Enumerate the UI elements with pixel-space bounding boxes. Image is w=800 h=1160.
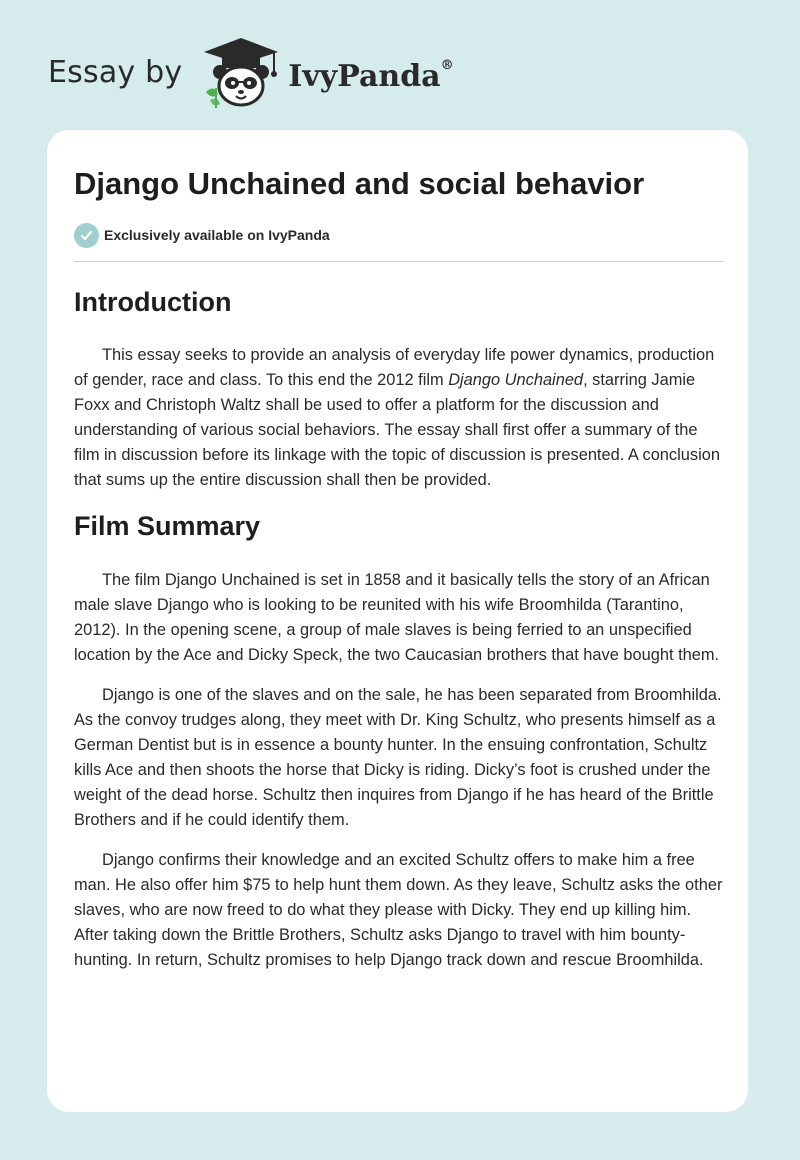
- exclusive-label: Exclusively available on IvyPanda: [104, 227, 330, 243]
- essay-card: [47, 130, 748, 1112]
- paragraph-text: , starring Jamie Foxx and Christoph Waltz shall be used to offer a platform for the discussion and understanding of various social behaviors. The essay shall first offer a summary of the film in discussion before its linkage with the topic of discussion is presented. A conclusion that sums up the entire discussion shall then be provided.: [74, 371, 720, 489]
- section-film-summary: [74, 508, 724, 973]
- essay-content: [74, 164, 724, 973]
- section-heading: Introduction: [74, 287, 232, 317]
- section-introduction: [74, 284, 724, 493]
- section-heading: Film Summary: [74, 511, 261, 541]
- paragraph: [74, 343, 724, 493]
- film-title-italic: Django Unchained: [448, 371, 584, 389]
- essay-title: Django Unchained and social behavior: [74, 166, 645, 201]
- paragraph: Django confirms their knowledge and an excited Schultz offers to make him a free man. He also offer him $75 to help hunt them down. As they leave, Schultz asks the other slaves, who are now freed to do what they please with Dicky. They end up killing him. After taking down the Brittle Brothers, Schultz asks Django to travel with him bounty-hunting. In return, Schultz promises to help Django track down and rescue Broomhilda.: [74, 851, 723, 969]
- check-icon: [74, 223, 99, 248]
- exclusive-badge: [74, 222, 724, 248]
- paragraph: Django is one of the slaves and on the sale, he has been separated from Broomhilda. As the convoy trudges along, they meet with Dr. King Schultz, who presents himself as a German Dentist but is in essence a bounty hunter. In the ensuing confrontation, Schultz kills Ace and then shoots the horse that Dicky is riding. Dicky’s foot is crushed under the weight of the dead horse. Schultz then inquires from Django if he has heard of the Brittle Brothers and if he could identify them.: [74, 686, 722, 829]
- site-header: [48, 34, 454, 110]
- panda-logo-icon[interactable]: [200, 34, 282, 110]
- paragraph: The film Django Unchained is set in 1858 and it basically tells the story of an African male slave Django who is looking to be reunited with his wife Broomhilda (Tarantino, 2012). In the opening scene, a group of male slaves is being ferried to an unspecified location by the Ace and Dicky Speck, the two Caucasian brothers that have bought them.: [74, 571, 720, 664]
- brand-name[interactable]: [288, 59, 453, 94]
- essay-by-label: Essay by: [48, 54, 183, 90]
- brand-text: IvyPanda: [288, 58, 441, 94]
- registered-mark: ®: [440, 57, 454, 73]
- divider: [74, 261, 724, 262]
- paragraph-text: This essay seeks to provide an analysis of everyday life power dynamics, production of gender, race and class. To this end the 2012 film: [74, 346, 715, 389]
